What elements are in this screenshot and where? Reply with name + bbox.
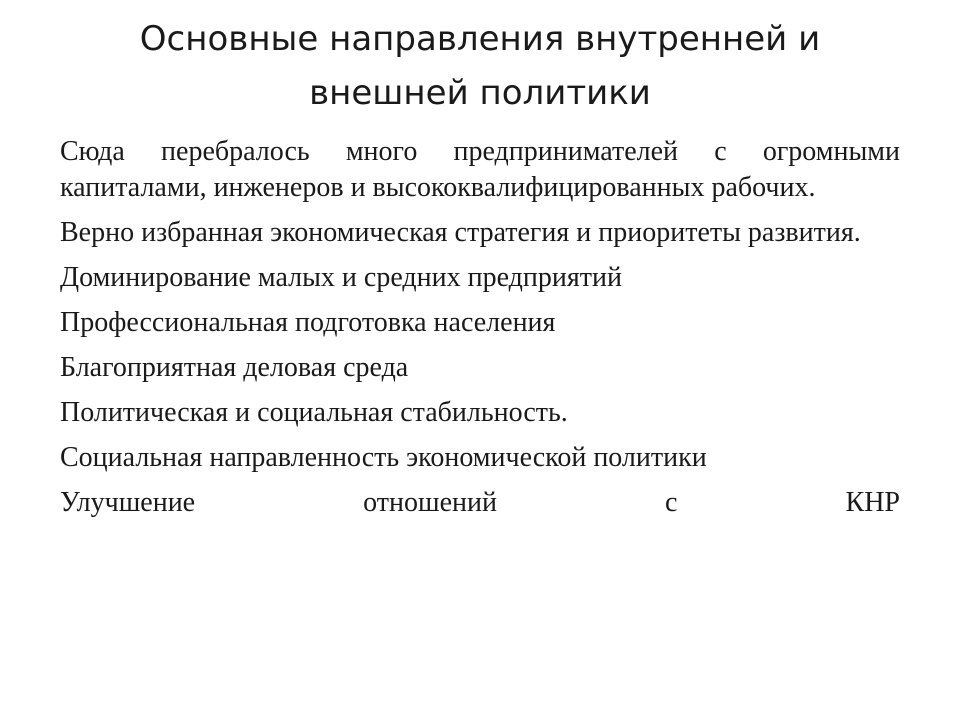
list-item-business-environment: Благоприятная деловая среда	[60, 352, 409, 383]
list-item-stability: Политическая и социальная стабильность.	[60, 397, 568, 428]
list-item-entrepreneurs: Сюда перебралось много предпринимателей с огромными капиталами, инженеров и высококвалифицированных рабочих.	[60, 136, 900, 203]
list-item-training: Профессиональная подготовка населения	[60, 307, 556, 338]
slide-title	[70, 12, 890, 120]
list-item-social-policy: Социальная направленность экономической политики	[60, 442, 707, 473]
list-item-strategy: Верно избранная экономическая стратегия и приоритеты развития.	[60, 217, 861, 248]
slide-body-list	[60, 134, 900, 530]
slide-title-line-1: Основные направления внутренней и	[139, 19, 821, 59]
list-item-china-relations: Улучшение отношений с КНР	[60, 487, 900, 518]
slide-title-line-2: внешней политики	[309, 73, 651, 113]
list-item-small-business: Доминирование малых и средних предприятий	[60, 262, 622, 293]
